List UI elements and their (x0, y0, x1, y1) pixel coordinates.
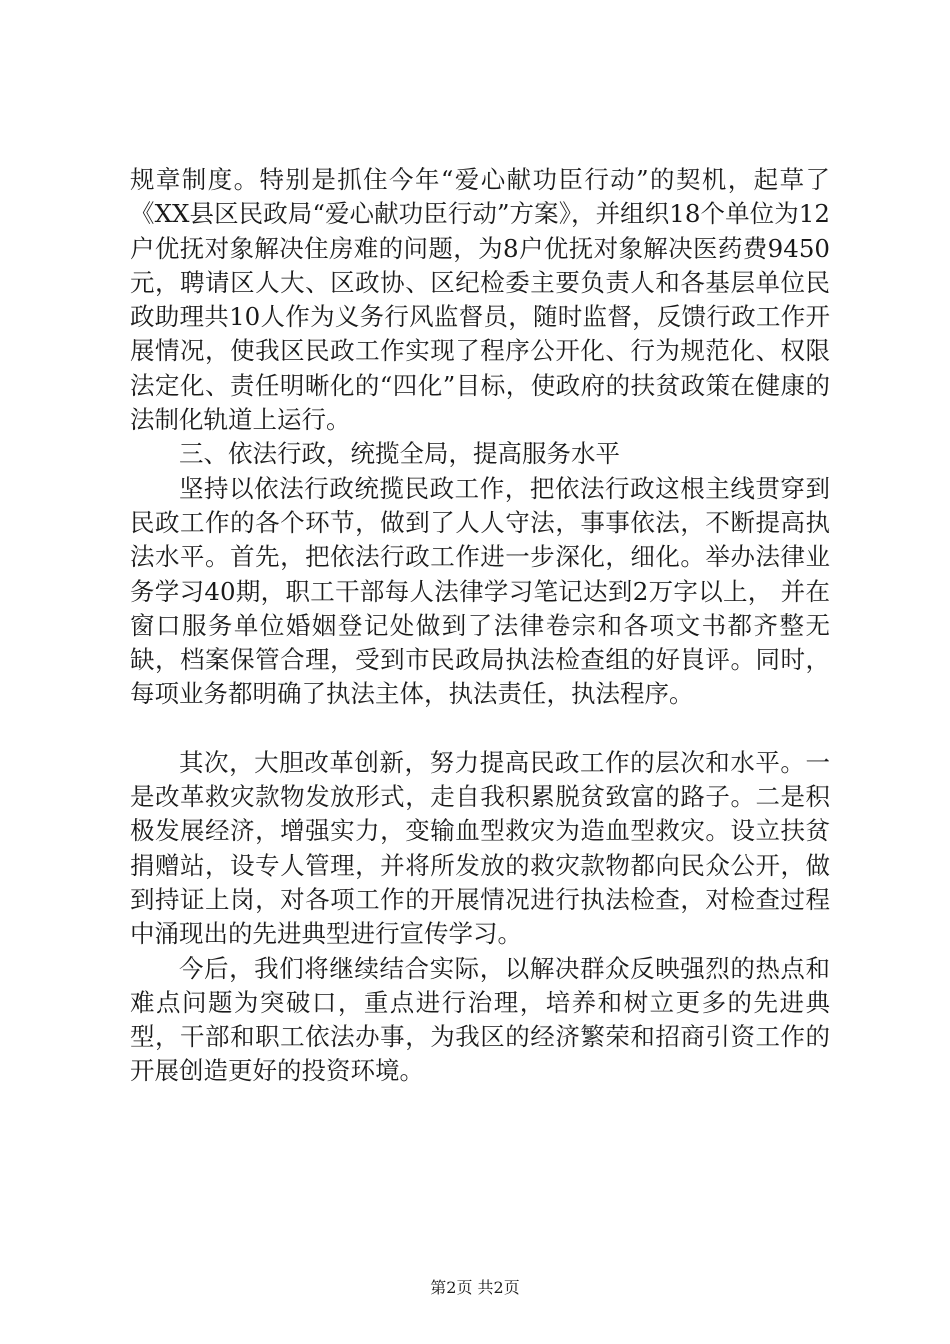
section-heading: 三、依法行政，统揽全局，提高服务水平 (179, 439, 620, 469)
paragraph-continuation: 规章制度。特别是抓住今年“爱心献功臣行动”的契机，起草了《XX县区民政局“爱心献功臣行动”方案》，并组织18个单位为12户优抚对象解决住房难的问题，为8户优抚对象解决医药费9450元，聘请区人大、区政协、区纪检委主要负责人和各基层单位民政助理共10人作为义务行风监督员，随时监督，反馈行政工作开展情况，使我区民政工作实现了程序公开化、行为规范化、权限法定化、责任明晰化的“四化”目标，使政府的扶贫政策在健康的法制化轨道上运行。 (130, 165, 830, 435)
paragraph-future: 今后，我们将继续结合实际，以解决群众反映强烈的热点和难点问题为突破口，重点进行治理，培养和树立更多的先进典型，干部和职工依法办事，为我区的经济繁荣和招商引资工作的开展创造更好的投资环境。 (130, 953, 830, 1086)
paragraph-reform: 其次，大胆改革创新，努力提高民政工作的层次和水平。一是改革救灾款物发放形式，走自我积累脱贫致富的路子。二是积极发展经济，增强实力，变输血型救灾为造血型救灾。设立扶贫捐赠站，设专人管理，并将所发放的救灾款物都向民众公开，做到持证上岗，对各项工作的开展情况进行执法检查，对检查过程中涌现出的先进典型进行宣传学习。 (130, 747, 830, 949)
paragraph-gap (130, 712, 830, 746)
page-number-footer: 第2页 共2页 (430, 1278, 520, 1297)
document-body (130, 163, 830, 1089)
paragraph-law-administration: 坚持以依法行政统揽民政工作，把依法行政这根主线贯穿到民政工作的各个环节，做到了人人守法，事事依法，不断提高执法水平。首先，把依法行政工作进一步深化，细化。举办法律业务学习40期，职工干部每人法律学习笔记达到2万字以上， 并在窗口服务单位婚姻登记处做到了法律卷宗和各项文书都齐整无缺，档案保管合理，受到市民政局执法检查组的好峎评。同时，每项业务都明确了执法主体，执法责任，执法程序。 (130, 473, 830, 709)
